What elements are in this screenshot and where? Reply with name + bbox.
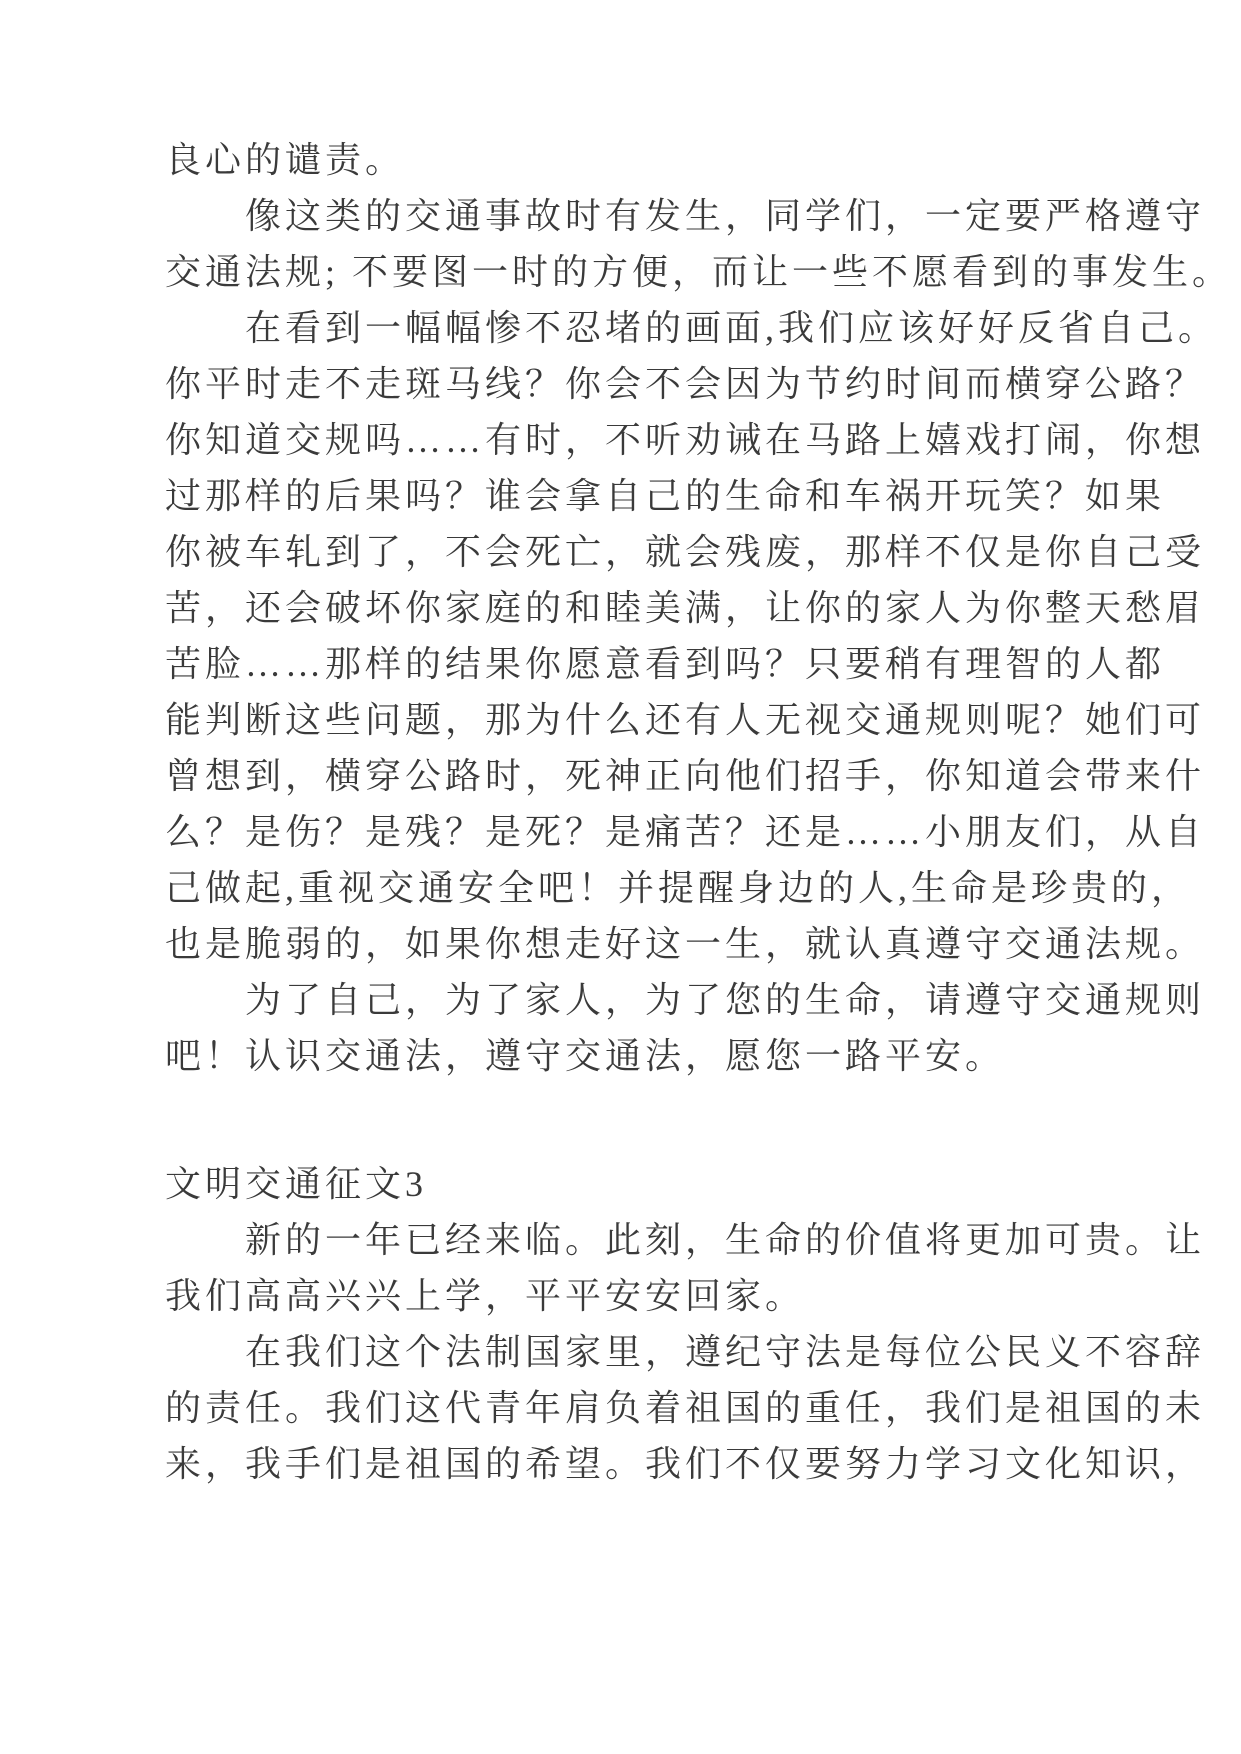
text-line: 也是脆弱的，如果你想走好这一生，就认真遵守交通法规。 xyxy=(165,924,1206,964)
text-line: 么？是伤？是残？是死？是痛苦？还是……小朋友们，从自 xyxy=(165,812,1206,852)
text-line: 新的一年已经来临。此刻，生命的价值将更加可贵。让 xyxy=(245,1220,1206,1260)
text-line: 的责任。我们这代青年肩负着祖国的重任，我们是祖国的未 xyxy=(165,1388,1206,1428)
text-line: 己做起,重视交通安全吧！并提醒身边的人,生命是珍贵的， xyxy=(165,868,1192,908)
text-line: 我们高高兴兴上学，平平安安回家。 xyxy=(165,1276,806,1316)
text-line: 良心的谴责。 xyxy=(165,140,406,180)
text-line: 吧！认识交通法，遵守交通法，愿您一路平安。 xyxy=(165,1036,1006,1076)
text-line: 苦，还会破坏你家庭的和睦美满，让你的家人为你整天愁眉 xyxy=(165,588,1206,628)
text-line: 在看到一幅幅惨不忍堵的画面,我们应该好好反省自己。 xyxy=(245,308,1219,348)
text-line: 能判断这些问题，那为什么还有人无视交通规则呢？她们可 xyxy=(165,700,1206,740)
text-line: 在我们这个法制国家里，遵纪守法是每位公民义不容辞 xyxy=(245,1332,1206,1372)
text-line: 你被车轧到了，不会死亡，就会残废，那样不仅是你自己受 xyxy=(165,532,1206,572)
text-line: 为了自己，为了家人，为了您的生命，请遵守交通规则 xyxy=(245,980,1206,1020)
text-line: 像这类的交通事故时有发生，同学们，一定要严格遵守 xyxy=(245,196,1206,236)
text-line: 你知道交规吗……有时，不听劝诫在马路上嬉戏打闹，你想 xyxy=(165,420,1206,460)
section-heading: 文明交通征文3 xyxy=(165,1164,428,1204)
text-line: 交通法规; 不要图一时的方便，而让一些不愿看到的事发生。 xyxy=(165,252,1233,292)
text-line: 来，我手们是祖国的希望。我们不仅要努力学习文化知识， xyxy=(165,1444,1206,1484)
text-line: 你平时走不走斑马线？你会不会因为节约时间而横穿公路？ xyxy=(165,364,1206,404)
text-line: 曾想到，横穿公路时，死神正向他们招手，你知道会带来什 xyxy=(165,756,1206,796)
text-line: 过那样的后果吗？谁会拿自己的生命和车祸开玩笑？如果 xyxy=(165,476,1166,516)
text-line: 苦脸……那样的结果你愿意看到吗？只要稍有理智的人都 xyxy=(165,644,1166,684)
